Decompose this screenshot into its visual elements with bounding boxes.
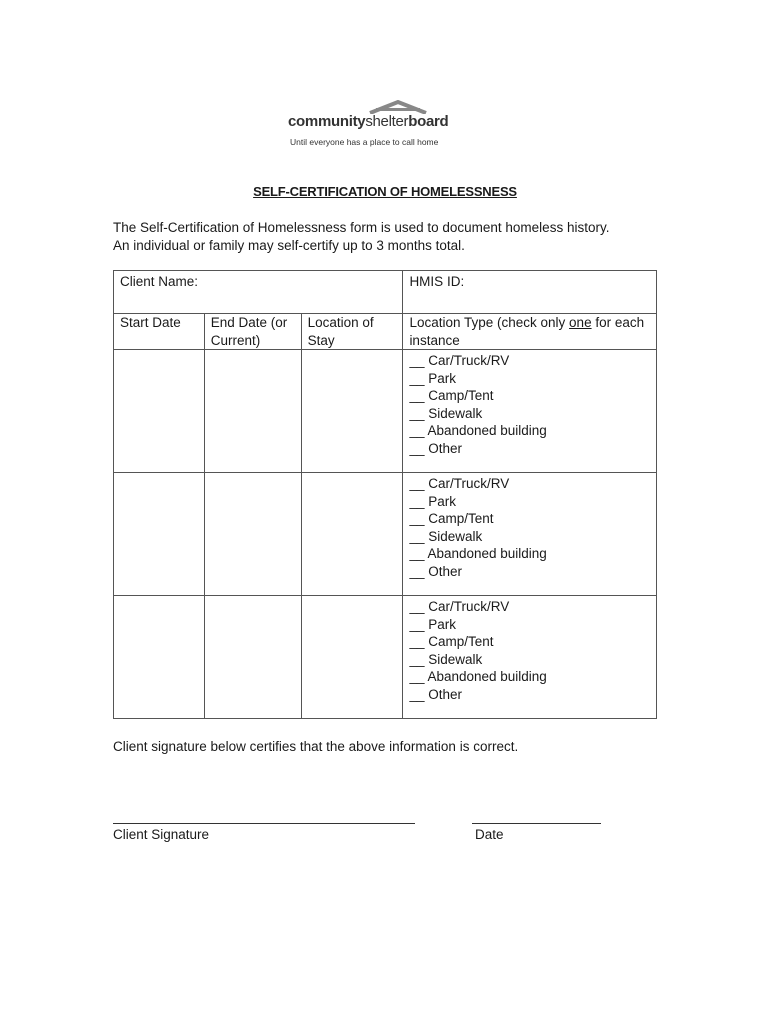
option-abandoned-building[interactable]: __ Abandoned building bbox=[409, 423, 547, 438]
table-row bbox=[114, 473, 657, 596]
location-type-header-text-end: for each instance bbox=[409, 315, 645, 348]
logo-wordmark bbox=[288, 113, 448, 130]
client-signature-label: Client Signature bbox=[113, 827, 210, 842]
table-row bbox=[114, 350, 657, 473]
intro-line-2: An individual or family may self-certify up to 3 months total. bbox=[113, 237, 465, 253]
header-row bbox=[114, 314, 657, 350]
document-title: SELF-CERTIFICATION OF HOMELESSNESS bbox=[253, 184, 517, 199]
option-sidewalk[interactable]: __ Sidewalk bbox=[409, 528, 483, 544]
option-park[interactable]: __ Park bbox=[409, 493, 456, 509]
location-cell[interactable] bbox=[301, 473, 403, 596]
logo-tagline: Until everyone has a place to call home bbox=[290, 137, 439, 147]
option-sidewalk[interactable]: __ Sidewalk bbox=[409, 405, 483, 421]
certification-statement: Client signature below certifies that the above information is correct. bbox=[113, 739, 519, 754]
logo-word-community: community bbox=[288, 113, 366, 130]
start-date-cell[interactable] bbox=[114, 473, 205, 596]
intro-paragraph bbox=[113, 219, 673, 254]
location-type-header-emphasis: one bbox=[569, 315, 592, 330]
start-date-cell[interactable] bbox=[114, 596, 205, 719]
end-date-cell[interactable] bbox=[204, 473, 301, 596]
option-camp-tent[interactable]: __ Camp/Tent bbox=[409, 388, 494, 403]
client-signature-line[interactable] bbox=[113, 823, 415, 824]
end-date-cell[interactable] bbox=[204, 596, 301, 719]
location-type-cell bbox=[403, 473, 657, 596]
location-header: Location of Stay bbox=[301, 314, 403, 350]
start-date-cell[interactable] bbox=[114, 350, 205, 473]
roof-icon bbox=[366, 100, 430, 114]
option-abandoned-building[interactable]: __ Abandoned building bbox=[409, 546, 547, 561]
date-line[interactable] bbox=[472, 823, 601, 824]
location-type-cell bbox=[403, 350, 657, 473]
option-camp-tent[interactable]: __ Camp/Tent bbox=[409, 634, 494, 649]
end-date-cell[interactable] bbox=[204, 350, 301, 473]
option-camp-tent[interactable]: __ Camp/Tent bbox=[409, 511, 494, 526]
option-other[interactable]: __ Other bbox=[409, 686, 462, 702]
logo-word-board: board bbox=[408, 113, 449, 130]
location-type-header bbox=[403, 314, 657, 350]
option-park[interactable]: __ Park bbox=[409, 616, 456, 632]
start-date-header: Start Date bbox=[114, 314, 205, 350]
client-name-label: Client Name: bbox=[120, 274, 199, 289]
option-car-truck-rv[interactable]: __ Car/Truck/RV bbox=[409, 353, 510, 368]
client-info-row bbox=[114, 271, 657, 314]
location-cell[interactable] bbox=[301, 596, 403, 719]
option-car-truck-rv[interactable]: __ Car/Truck/RV bbox=[409, 599, 510, 614]
location-type-cell bbox=[403, 596, 657, 719]
intro-line-1: The Self-Certification of Homelessness form is used to document homeless history. bbox=[113, 220, 610, 235]
location-type-header-text: Location Type (check only bbox=[409, 315, 570, 330]
table-row bbox=[114, 596, 657, 719]
hmis-id-label: HMIS ID: bbox=[409, 274, 465, 289]
option-park[interactable]: __ Park bbox=[409, 370, 456, 386]
client-name-field[interactable] bbox=[114, 271, 403, 314]
option-sidewalk[interactable]: __ Sidewalk bbox=[409, 651, 483, 667]
community-shelter-board-logo bbox=[288, 100, 468, 152]
hmis-id-field[interactable] bbox=[403, 271, 657, 314]
homeless-history-table bbox=[113, 270, 657, 719]
logo-word-shelter: shelter bbox=[365, 113, 409, 130]
date-label: Date bbox=[475, 827, 504, 842]
end-date-header: End Date (or Current) bbox=[204, 314, 301, 350]
option-abandoned-building[interactable]: __ Abandoned building bbox=[409, 669, 547, 684]
location-cell[interactable] bbox=[301, 350, 403, 473]
option-other[interactable]: __ Other bbox=[409, 440, 462, 456]
option-other[interactable]: __ Other bbox=[409, 563, 462, 579]
option-car-truck-rv[interactable]: __ Car/Truck/RV bbox=[409, 476, 510, 491]
